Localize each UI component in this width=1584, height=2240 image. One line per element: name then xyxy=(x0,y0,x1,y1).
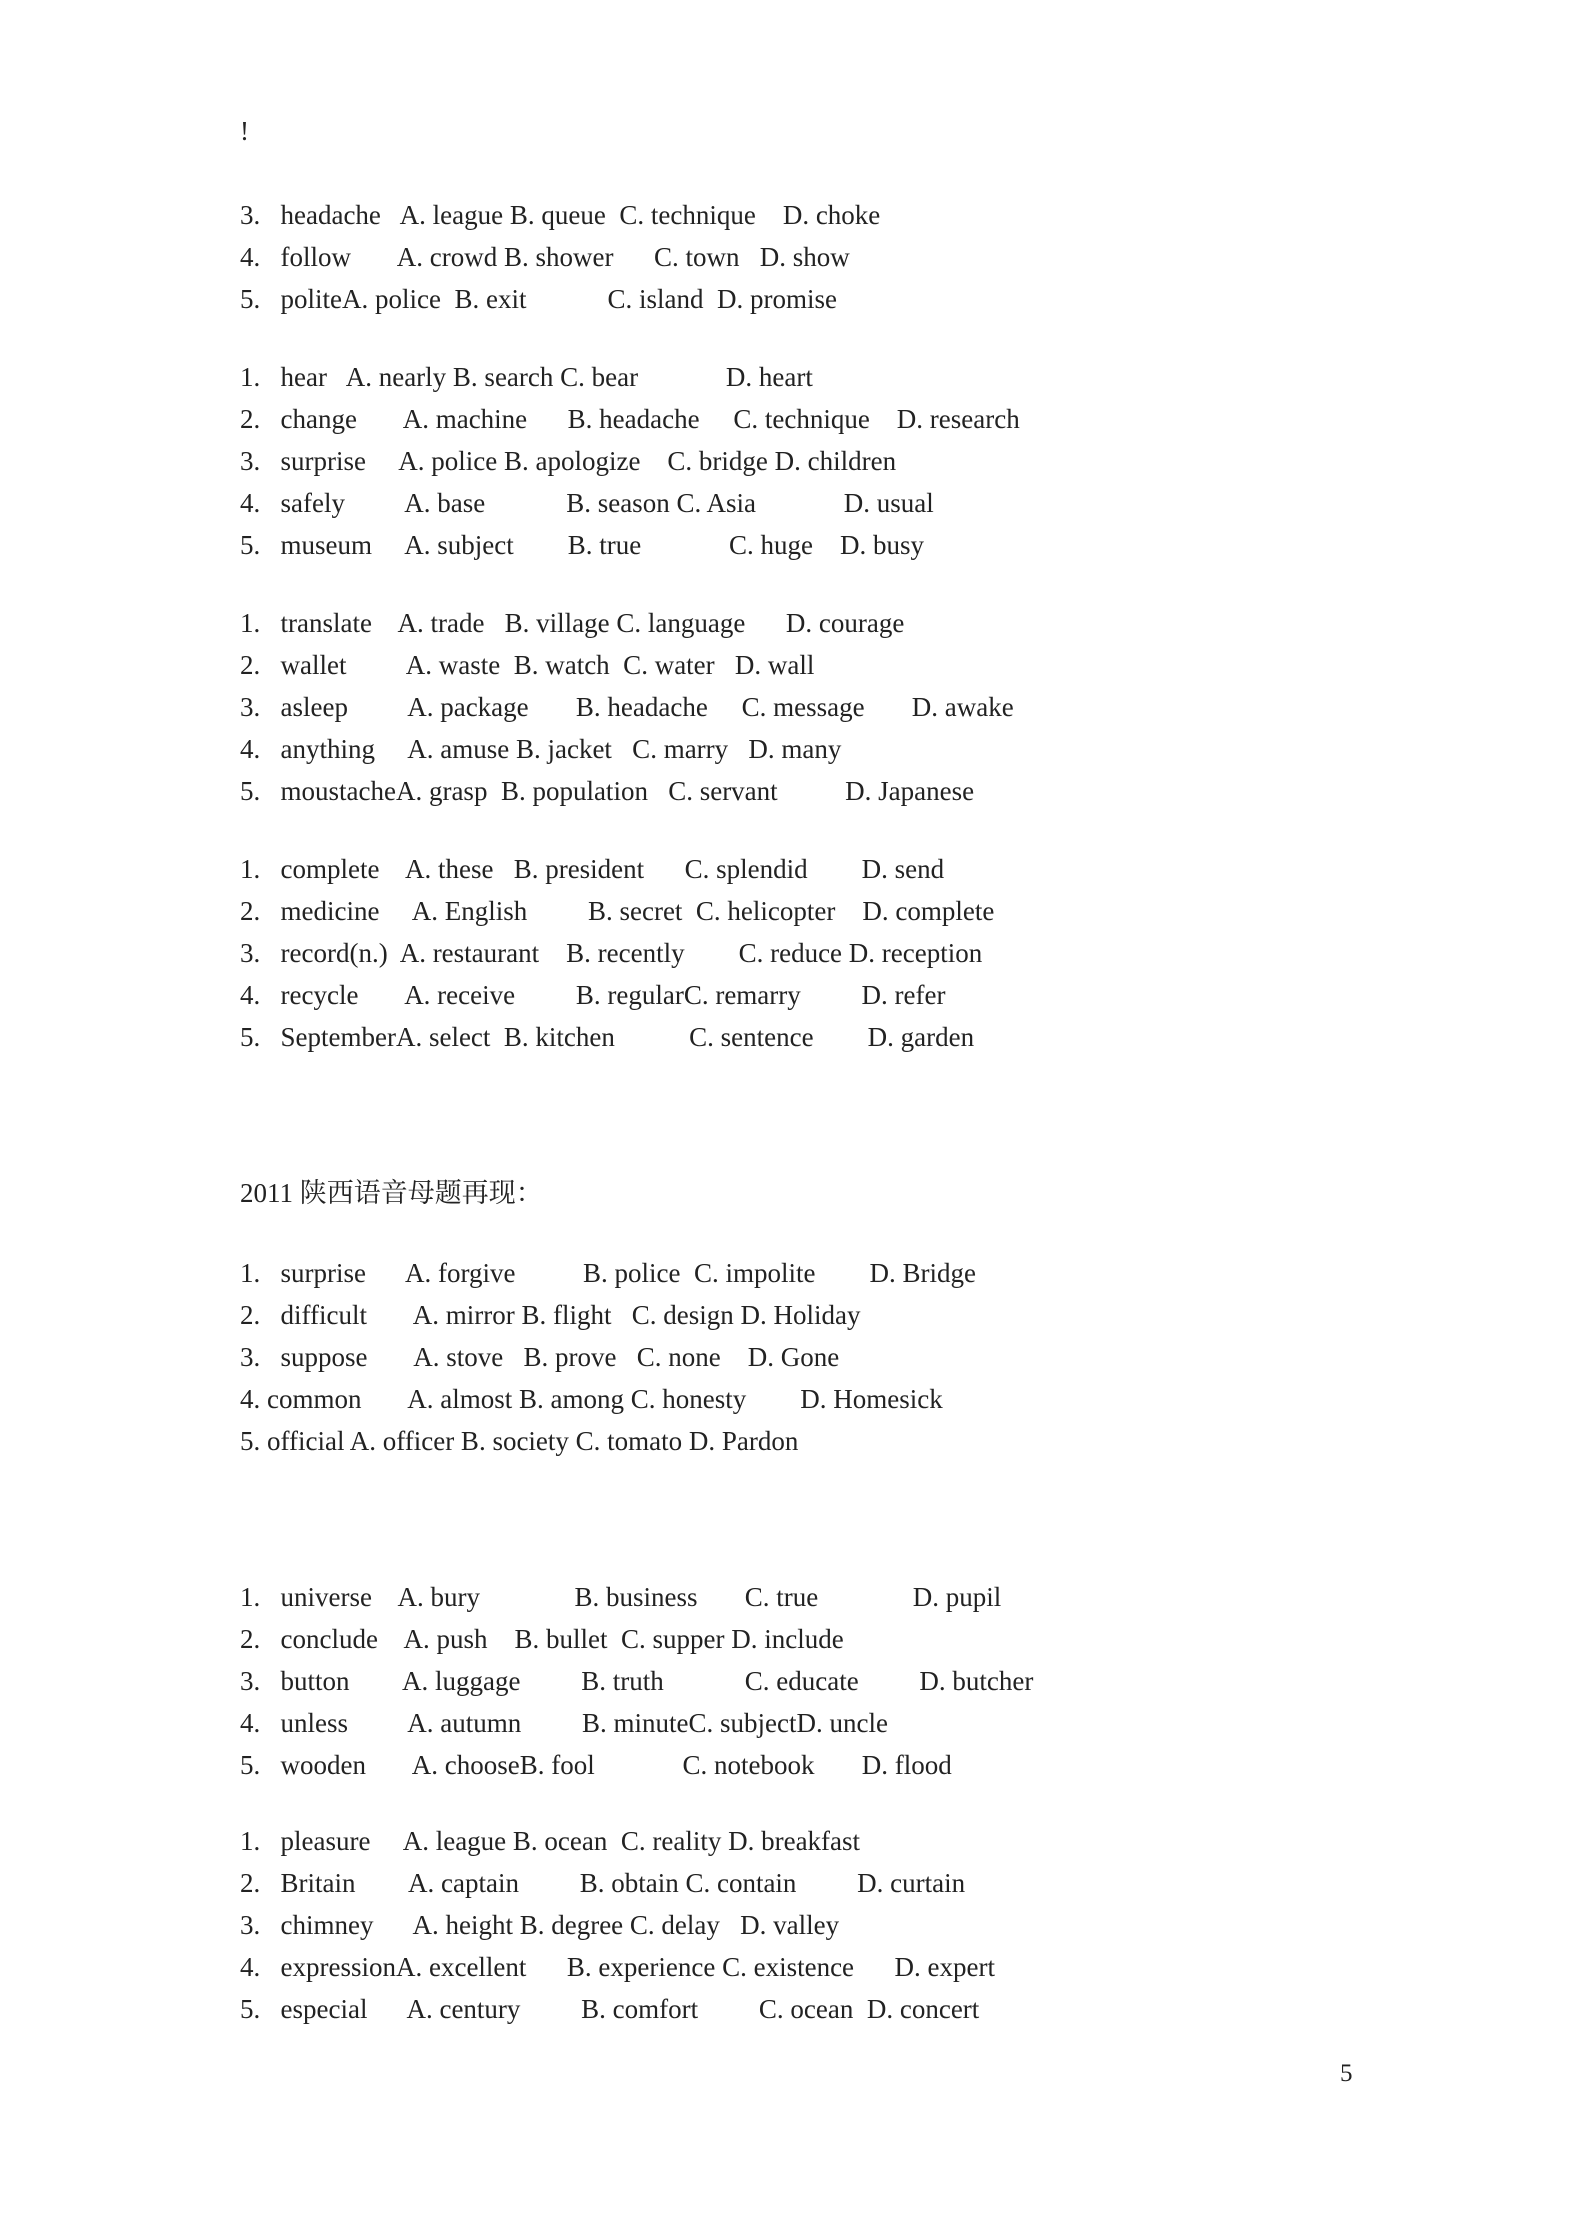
question-row: 2. difficult A. mirror B. flight C. design D. Holiday xyxy=(240,1300,861,1330)
question-group-3 xyxy=(240,602,1360,812)
question-row: 5. SeptemberA. select B. kitchen C. sentence D. garden xyxy=(240,1022,975,1052)
question-group-6 xyxy=(240,1576,1360,1786)
question-row: 4. follow A. crowd B. shower C. town D. show xyxy=(240,242,850,272)
top-mark: ! xyxy=(240,116,249,146)
question-row: 4. anything A. amuse B. jacket C. marry D. many xyxy=(240,734,842,764)
question-row: 3. suppose A. stove B. prove C. none D. Gone xyxy=(240,1342,840,1372)
question-row: 3. record(n.) A. restaurant B. recently C. reduce D. reception xyxy=(240,938,983,968)
question-row: 5. museum A. subject B. true C. huge D. busy xyxy=(240,530,924,560)
question-row: 1. hear A. nearly B. search C. bear D. heart xyxy=(240,362,813,392)
question-row: 3. asleep A. package B. headache C. message D. awake xyxy=(240,692,1014,722)
question-row: 5. politeA. police B. exit C. island D. promise xyxy=(240,284,837,314)
question-row: 3. chimney A. height B. degree C. delay D. valley xyxy=(240,1910,840,1940)
question-row: 3. button A. luggage B. truth C. educate D. butcher xyxy=(240,1666,1034,1696)
question-row: 3. surprise A. police B. apologize C. bridge D. children xyxy=(240,446,897,476)
question-row: 4. recycle A. receive B. regularC. remarry D. refer xyxy=(240,980,946,1010)
question-row: 5. moustacheA. grasp B. population C. servant D. Japanese xyxy=(240,776,975,806)
question-row: 5. official A. officer B. society C. tomato D. Pardon xyxy=(240,1426,799,1456)
question-row: 1. surprise A. forgive B. police C. impolite D. Bridge xyxy=(240,1258,976,1288)
question-group-4 xyxy=(240,848,1360,1058)
question-row: 1. universe A. bury B. business C. true D. pupil xyxy=(240,1582,1002,1612)
question-group-2 xyxy=(240,356,1360,566)
question-row: 4. unless A. autumn B. minuteC. subjectD. uncle xyxy=(240,1708,888,1738)
question-row: 1. translate A. trade B. village C. language D. courage xyxy=(240,608,905,638)
question-row: 3. headache A. league B. queue C. technique D. choke xyxy=(240,200,881,230)
question-row: 2. wallet A. waste B. watch C. water D. wall xyxy=(240,650,815,680)
question-row: 4. expressionA. excellent B. experience C. existence D. expert xyxy=(240,1952,995,1982)
question-row: 5. especial A. century B. comfort C. ocean D. concert xyxy=(240,1994,980,2024)
question-group-5 xyxy=(240,1252,1360,1462)
section-heading: 2011 陕西语音母题再现： xyxy=(240,1178,543,1208)
page-number: 5 xyxy=(1340,2060,1353,2087)
question-group-7 xyxy=(240,1820,1360,2030)
question-row: 4. common A. almost B. among C. honesty D. Homesick xyxy=(240,1384,943,1414)
question-row: 5. wooden A. chooseB. fool C. notebook D. flood xyxy=(240,1750,952,1780)
question-row: 1. complete A. these B. president C. splendid D. send xyxy=(240,854,945,884)
question-row: 2. change A. machine B. headache C. technique D. research xyxy=(240,404,1020,434)
question-row: 2. conclude A. push B. bullet C. supper D. include xyxy=(240,1624,844,1654)
question-row: 2. medicine A. English B. secret C. helicopter D. complete xyxy=(240,896,995,926)
question-group-1 xyxy=(240,194,1360,320)
question-row: 1. pleasure A. league B. ocean C. reality D. breakfast xyxy=(240,1826,861,1856)
question-row: 2. Britain A. captain B. obtain C. contain D. curtain xyxy=(240,1868,966,1898)
question-row: 4. safely A. base B. season C. Asia D. usual xyxy=(240,488,934,518)
